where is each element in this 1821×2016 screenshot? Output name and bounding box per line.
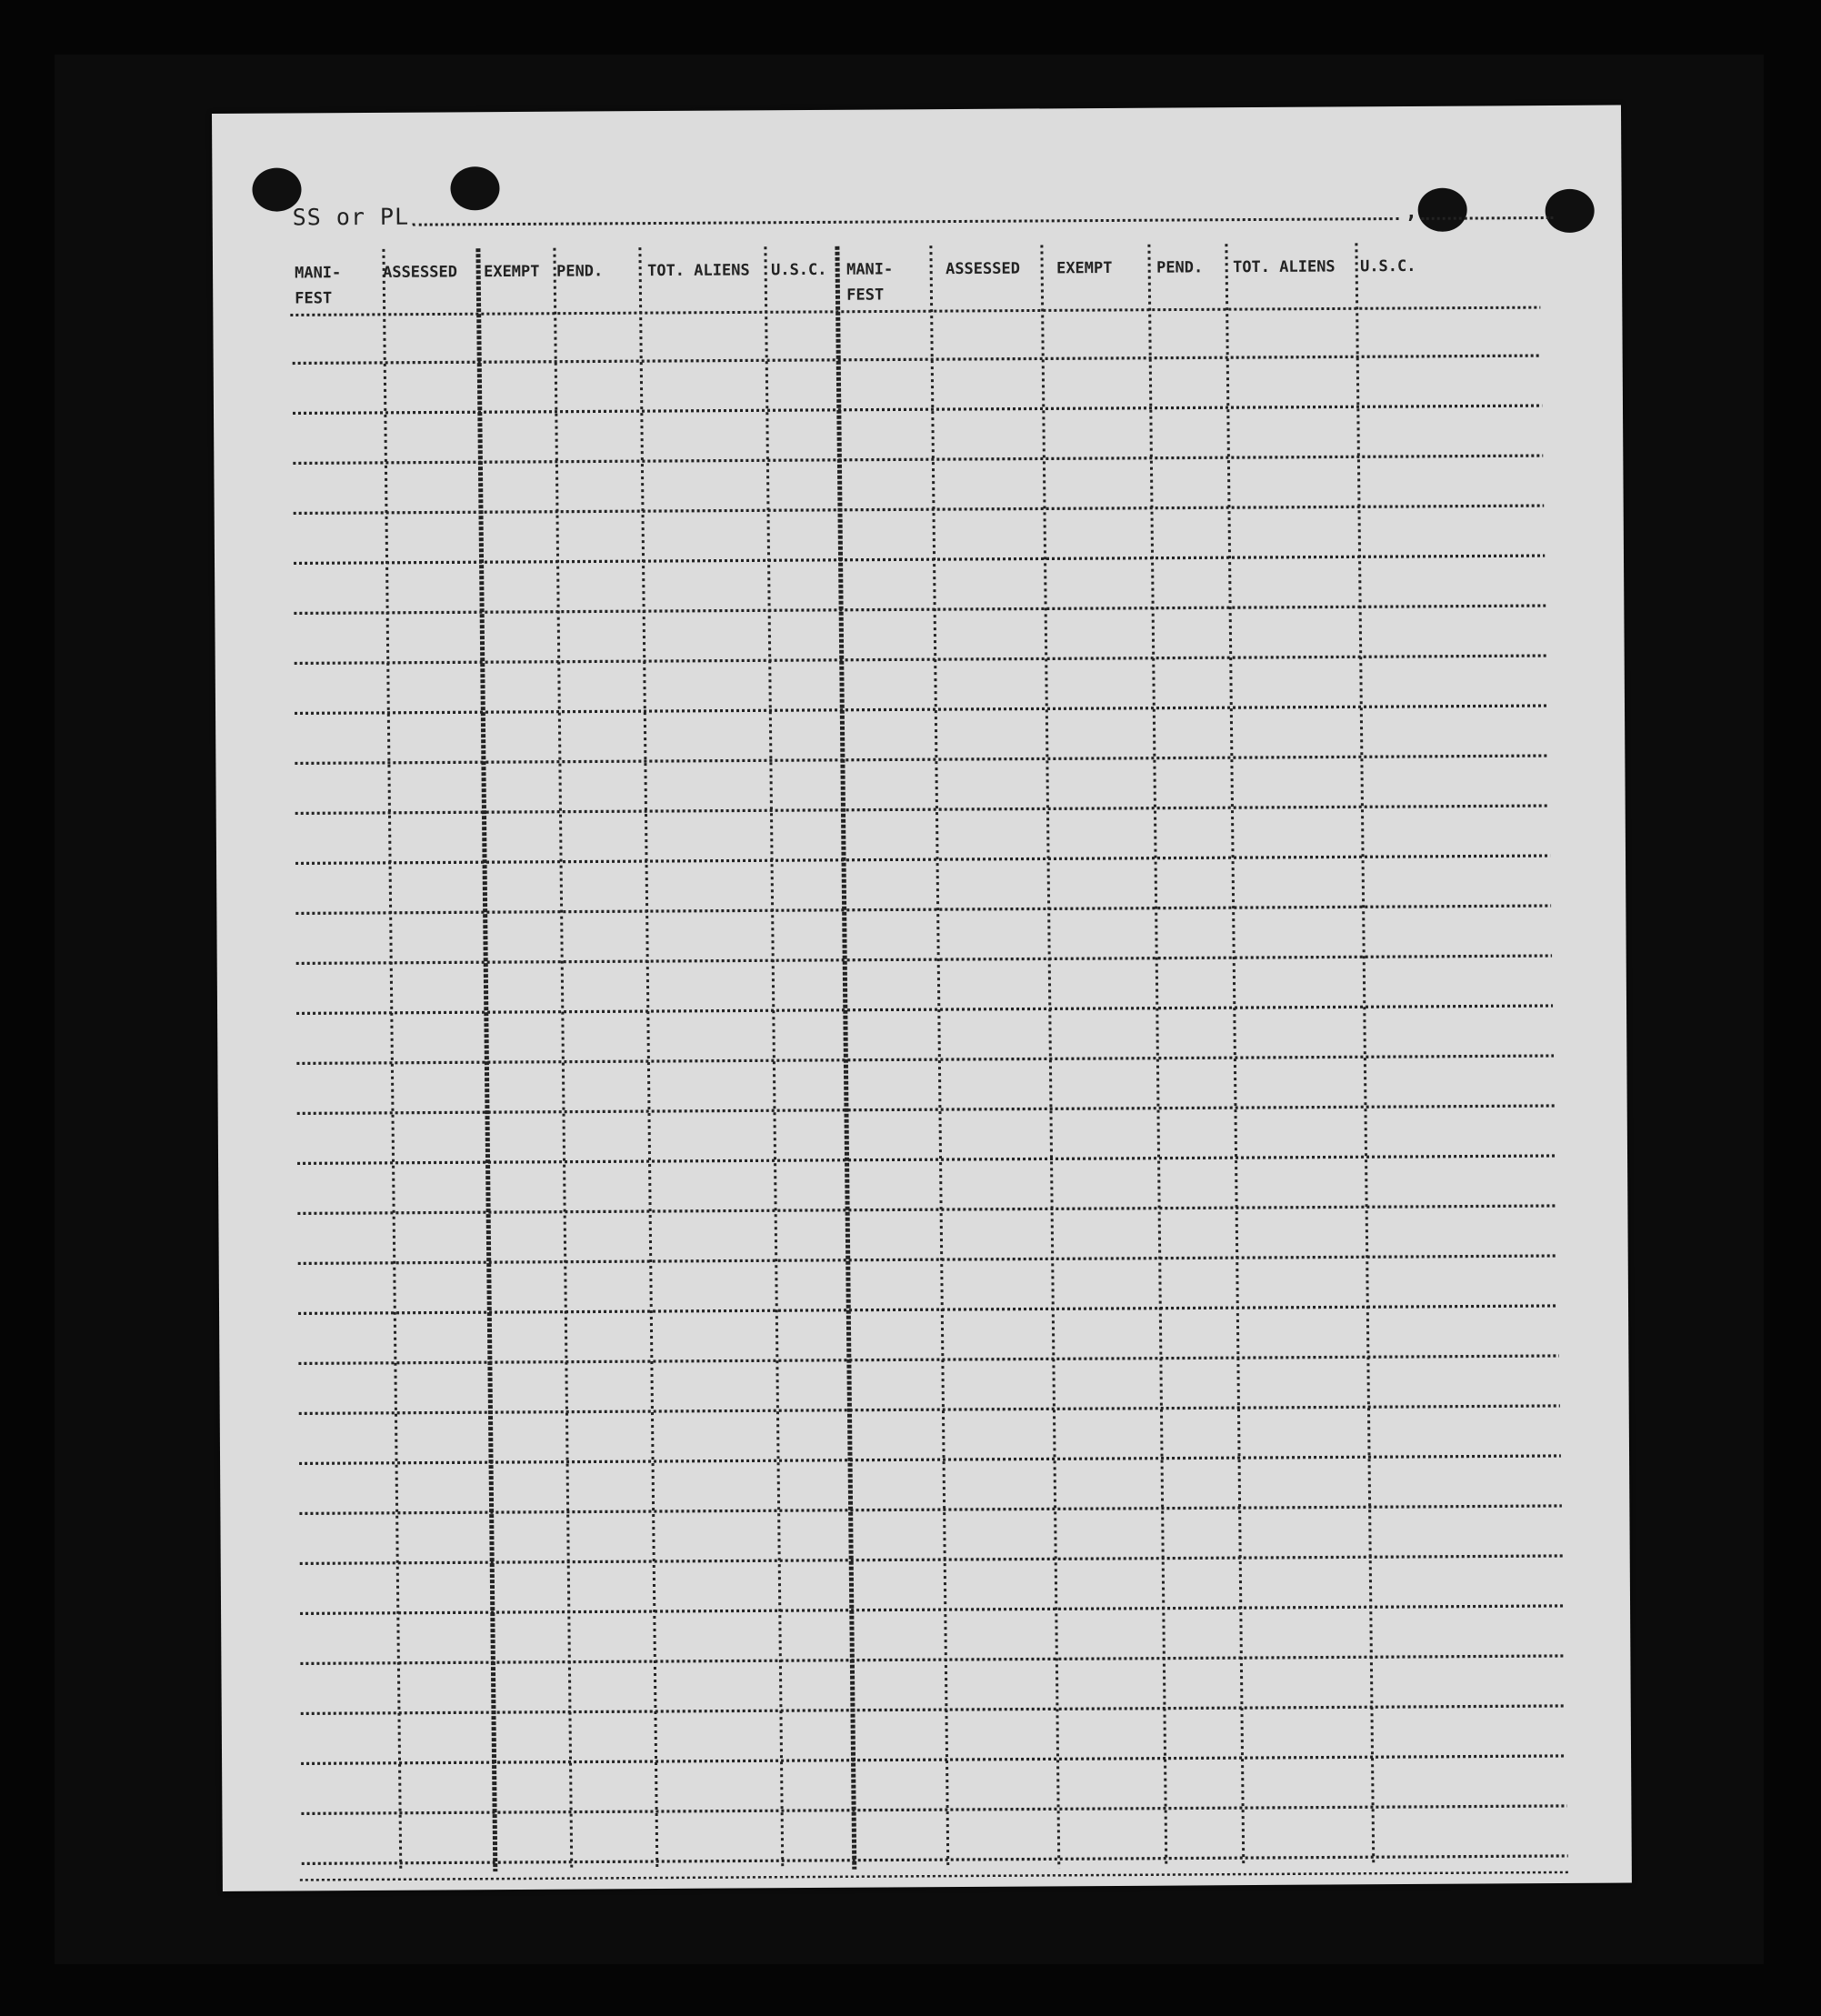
column-rule (1226, 244, 1244, 1867)
header-exempt-right: EXEMPT (1056, 258, 1113, 278)
row-rule (300, 1656, 1564, 1663)
header-manifest-left: MANI- (295, 264, 342, 283)
header-pend-left: PEND. (556, 262, 604, 281)
column-rule-heavy (837, 246, 855, 1870)
header-usc-right: U.S.C. (1359, 256, 1416, 276)
header-exempt-left: EXEMPT (484, 262, 540, 282)
header-assessed-left: ASSESSED (383, 263, 458, 282)
row-rule (301, 1706, 1566, 1713)
column-rule (640, 247, 657, 1871)
row-rule (299, 1406, 1560, 1413)
row-rule (299, 1456, 1561, 1463)
row-rule (302, 1856, 1568, 1864)
column-rule (1042, 245, 1059, 1868)
column-rule (765, 246, 783, 1870)
row-rule (300, 1606, 1564, 1613)
header-pend-right: PEND. (1156, 258, 1204, 277)
ss-or-pl-label: SS or PL (292, 203, 410, 231)
column-rule (931, 246, 948, 1869)
row-rule (301, 1806, 1566, 1814)
column-rule (384, 249, 401, 1872)
bottom-rule (300, 1872, 1568, 1881)
column-rule-heavy (478, 248, 495, 1871)
header-manifest-left-line2: FEST (295, 289, 333, 308)
header-assessed-right: ASSESSED (945, 259, 1021, 279)
header-manifest-right: MANI- (846, 260, 894, 279)
row-rule (300, 1556, 1563, 1563)
column-rule (1356, 243, 1374, 1866)
column-rule (1149, 245, 1166, 1868)
header-usc-left: U.S.C. (771, 260, 827, 280)
form-grid (212, 105, 1632, 1891)
row-rule (299, 1506, 1561, 1513)
row-rule (301, 1756, 1566, 1764)
header-tot-aliens-left: TOT. ALIENS (647, 261, 750, 281)
header-manifest-right-line2: FEST (846, 286, 885, 305)
header-tot-aliens-right: TOT. ALIENS (1232, 257, 1336, 277)
column-rule (555, 248, 572, 1871)
form-sheet (212, 105, 1632, 1891)
ss-comma: , (1405, 200, 1418, 224)
